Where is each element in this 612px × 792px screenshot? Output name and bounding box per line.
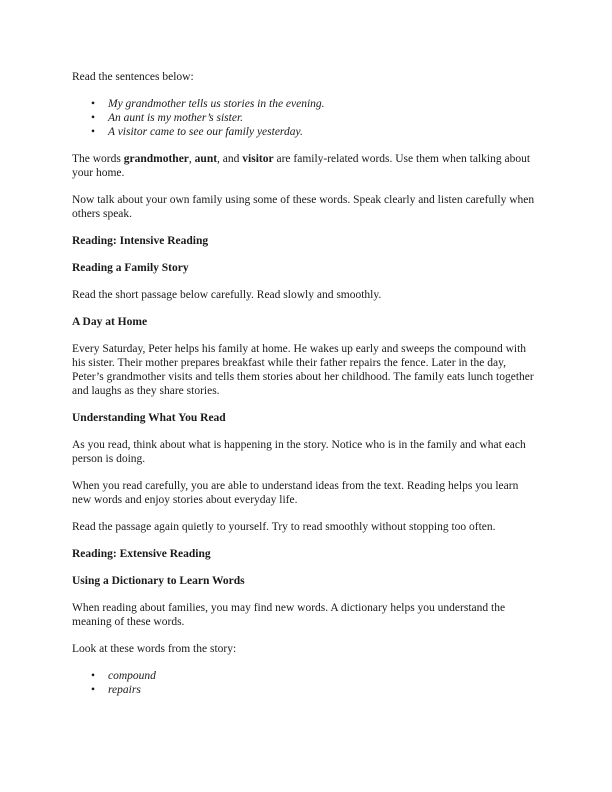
subsection-heading-dictionary: Using a Dictionary to Learn Words <box>72 575 245 587</box>
understanding-paragraph-1: As you read, think about what is happening in the story. Notice who is in the family and what each person is doing. <box>72 439 526 465</box>
list-item: • repairs <box>108 683 540 697</box>
text-span: , and <box>217 153 243 165</box>
keyword-grandmother: grandmother <box>123 153 189 165</box>
list-item: • compound <box>108 669 540 683</box>
example-sentences-list <box>72 97 540 139</box>
list-item: • My grandmother tells us stories in the evening. <box>108 97 540 111</box>
keyword-visitor: visitor <box>242 153 274 165</box>
section-heading-intensive: Reading: Intensive Reading <box>72 235 209 247</box>
subsection-heading-family-story: Reading a Family Story <box>72 262 189 274</box>
list-item: • A visitor came to see our family yesterday. <box>108 125 540 139</box>
story-words-list <box>72 669 540 697</box>
understanding-paragraph-2: When you read carefully, you are able to understand ideas from the text. Reading helps you learn new words and enjoy stories about everyday life. <box>72 480 519 506</box>
talk-paragraph: Now talk about your own family using some of these words. Speak clearly and listen carefully when others speak. <box>72 194 535 220</box>
read-instruction: Read the short passage below carefully. Read slowly and smoothly. <box>72 289 382 301</box>
dictionary-paragraph: When reading about families, you may find new words. A dictionary helps you understand the meaning of these words. <box>72 602 506 628</box>
subsection-heading-understanding: Understanding What You Read <box>72 412 226 424</box>
section-heading-extensive: Reading: Extensive Reading <box>72 548 211 560</box>
text-span: are family-related words. Use them when talking about your home. <box>72 153 531 179</box>
story-title: A Day at Home <box>72 316 148 328</box>
text-span: , <box>188 153 195 165</box>
words-prompt: Look at these words from the story: <box>72 643 237 655</box>
text-span: The words <box>72 153 124 165</box>
understanding-paragraph-3: Read the passage again quietly to yourself. Try to read smoothly without stopping too often. <box>72 521 496 533</box>
intro-prompt: Read the sentences below: <box>72 71 194 83</box>
keyword-aunt: aunt <box>194 153 218 165</box>
document-page <box>72 70 540 710</box>
list-item: • An aunt is my mother’s sister. <box>108 111 540 125</box>
family-words-paragraph <box>72 152 540 180</box>
story-paragraph: Every Saturday, Peter helps his family at home. He wakes up early and sweeps the compound with his sister. Their mother prepares breakfast while their father repairs the fence. Later in the day, Peter’s grandmother visits and tells them stories about her childhood. The family eats lunch together and laughs as they share stories. <box>72 343 534 397</box>
